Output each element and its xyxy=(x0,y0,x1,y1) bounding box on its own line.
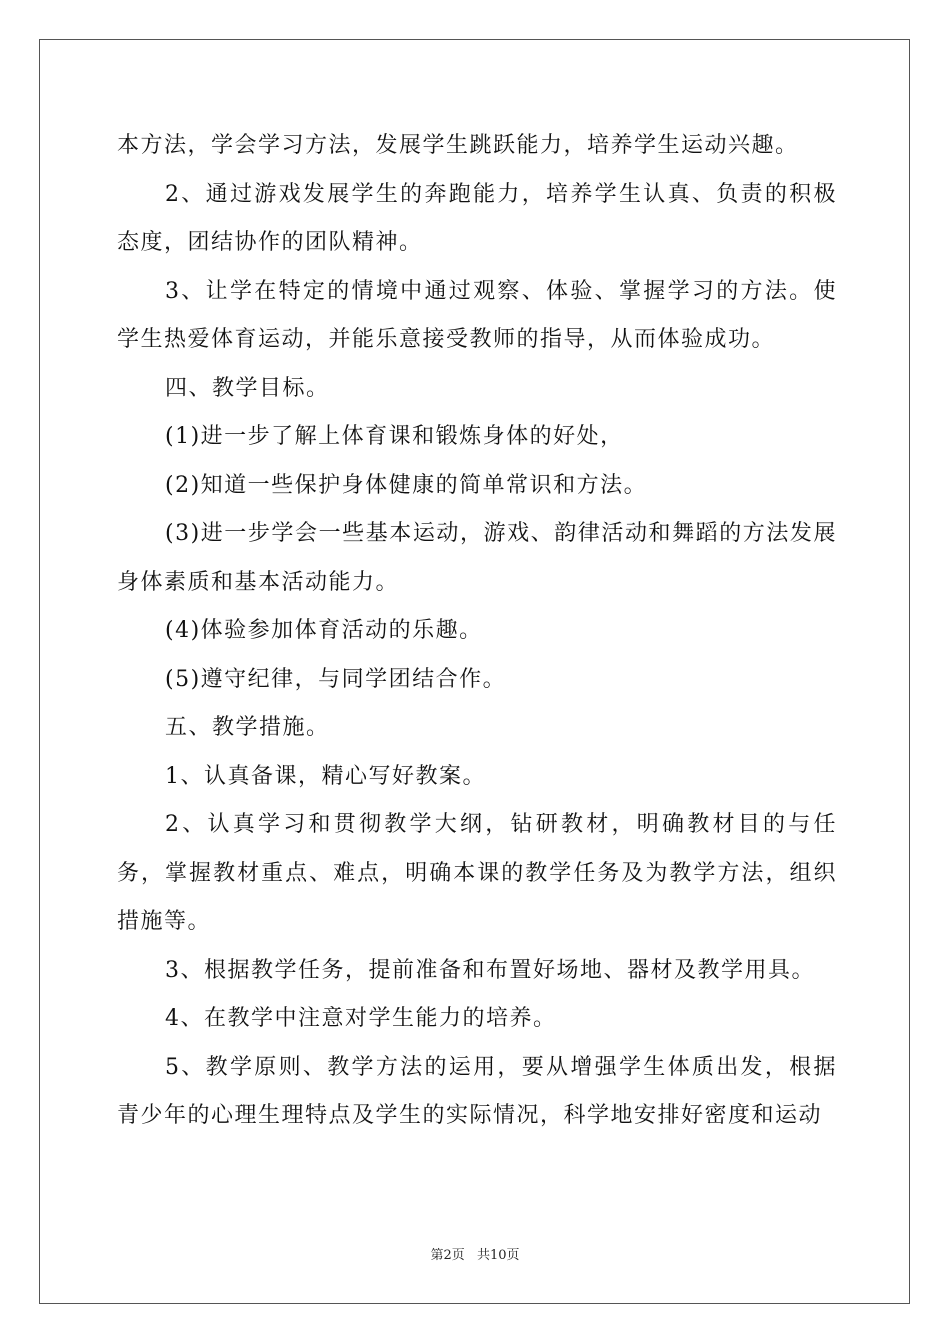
paragraph-1: 本方法，学会学习方法，发展学生跳跃能力，培养学生运动兴趣。 xyxy=(117,133,799,158)
page-total: 共10页 xyxy=(476,1248,520,1263)
measure-item-1: 1、认真备课，精心写好教案。 xyxy=(165,763,486,789)
measure-item-5: 5、教学原则、教学方法的运用，要从增强学生体质出发，根据青少年的心理生理特点及学生的实际情况，科学地安排好密度和运动 xyxy=(117,1054,837,1128)
list-item-1: (1)进一步了解上体育课和锻炼身体的好处， xyxy=(165,424,624,449)
paragraph-2: 2、通过游戏发展学生的奔跑能力，培养学生认真、负责的积极态度，团结协作的团队精神。 xyxy=(117,181,837,255)
section-heading-5: 五、教学措施。 xyxy=(165,715,330,740)
measure-item-4: 4、在教学中注意对学生能力的培养。 xyxy=(165,1006,557,1031)
section-heading-4: 四、教学目标。 xyxy=(165,375,330,401)
list-item-3: (3)进一步学会一些基本运动，游戏、韵律活动和舞蹈的方法发展身体素质和基本活动能力。 xyxy=(117,521,837,595)
page-footer xyxy=(0,1244,950,1263)
measure-item-2: 2、认真学习和贯彻教学大纲，钻研教材，明确教材目的与任务，掌握教材重点、难点，明确本课的教学任务及为教学方法，组织措施等。 xyxy=(117,812,837,934)
list-item-5: (5)遵守纪律，与同学团结合作。 xyxy=(165,666,507,692)
paragraph-3: 3、让学在特定的情境中通过观察、体验、掌握学习的方法。使学生热爱体育运动，并能乐意接受教师的指导，从而体验成功。 xyxy=(117,278,837,352)
list-item-4: (4)体验参加体育活动的乐趣。 xyxy=(165,618,483,643)
measure-item-3: 3、根据教学任务，提前准备和布置好场地、器材及教学用具。 xyxy=(165,957,815,983)
list-item-2: (2)知道一些保护身体健康的简单常识和方法。 xyxy=(165,472,648,498)
document-body xyxy=(117,122,837,1141)
page-number: 第2页 xyxy=(430,1248,465,1263)
